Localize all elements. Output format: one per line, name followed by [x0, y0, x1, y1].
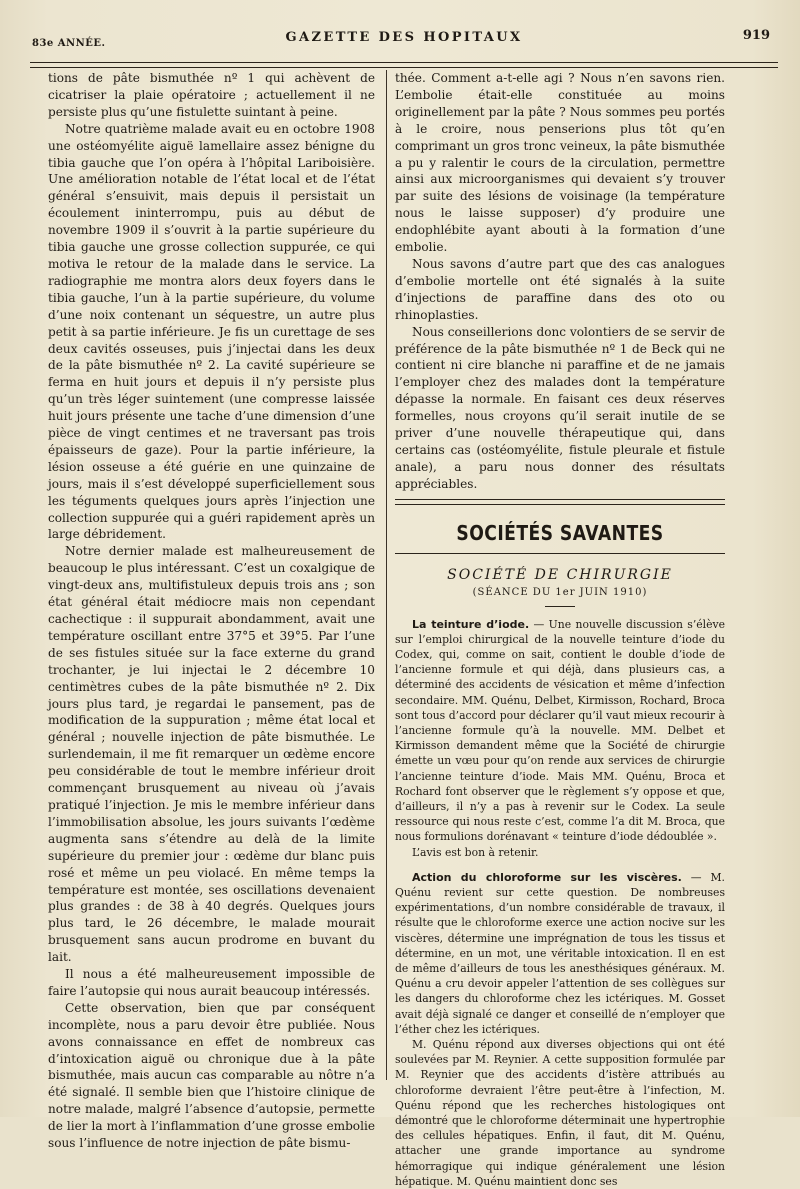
report-item: [395, 617, 725, 845]
society-title: SOCIÉTÉ DE CHIRURGIE: [447, 566, 673, 583]
paragraph: Nous savons d’autre part que des cas analogues d’embolie mortelle ont été signalés à la suite d’injections de paraffine dans des oto ou rhinoplasties.: [395, 256, 725, 322]
paragraph: Il nous a été malheureusement impossible de faire l’autopsie qui nous aurait beaucoup intéressés.: [48, 967, 375, 998]
report-note: L’avis est bon à retenir.: [412, 845, 539, 859]
paragraph: Cette observation, bien que par conséquent incomplète, nous a paru devoir être publiée. Nous avons connaissance en effet de nombreux cas d’intoxication aiguë ou chronique due à la pâte bismuthée, mais aucun cas comparable au nôtre n’a été signalé. Il semble bien que l’histoire clinique de notre malade, malgré l’absence d’autopsie, permette de lier la mort à l’inflammation d’une grosse embolie sous l’influence de notre injection de pâte bismu-: [48, 1000, 375, 1151]
item-heading: La teinture d’iode.: [412, 617, 530, 631]
section-rule: [395, 553, 725, 554]
issue-number: 83e ANNÉE.: [32, 38, 106, 49]
right-column: [395, 70, 725, 1189]
society-report: [395, 617, 725, 1189]
paragraph: Notre dernier malade est malheureusement de beaucoup le plus intéressant. C’est un coxalgique de vingt-deux ans, multifistuleux depuis trois ans ; son état général était médiocre mais non cependant cachectique : il suppurait abondamment, avait une température oscillant entre 37°5 et 39°5. Par l’une de ses fistules située sur la face externe du grand trochanter, je lui injectai le 2 décembre 10 centimètres cubes de la pâte bismuthée nº 2. Dix jours plus tard, je regardai le pansement, pas de modification de la suppuration ; même état local et général ; nouvelle injection de pâte bismuthée. Le surlendemain, il me fit remarquer un œdème encore peu considérable de tout le membre inférieur droit commençant brusquement au niveau où j’avais pratiqué l’injection. Je mis le membre inférieur dans l’immobilisation absolue, les jours suivants l’œdème augmenta sans s’étendre au delà de la limite supérieure du premier jour : œdème dur blanc puis rosé et même un peu violacé. En même temps la température est montée, ses oscillations devenaient plus grandes : de 38 à 40 degrés. Quelques jours plus tard, le 26 décembre, le malade mourait brusquement sans aucun prodrome en buvant du lait.: [48, 544, 375, 965]
item-heading: Action du chloroforme sur les viscères.: [412, 870, 682, 884]
session-date: (SÉANCE DU 1er JUIN 1910): [472, 586, 648, 598]
item-text: — Une nouvelle discussion s’élève sur l’emploi chirurgical de la nouvelle teinture d’iode du Codex, qui, comme on sait, contient le double d’iode de l’ancienne formule et qui déjà, dans plusieurs cas, a déterminé des accidents de vésication et même d’infection secondaire. MM. Quénu, Delbet, Kirmisson, Rochard, Broca sont tous d’accord pour déclarer qu’il vaut mieux recourir à l’ancienne formule qu’à la nouvelle. MM. Delbet et Kirmisson demandent même que la Société de chirurgie émette un vœu pour qu’on rende aux services de chirurgie l’ancienne teinture d’iode. Mais MM. Quénu, Broca et Rochard font observer que le règlement s’y oppose et que, d’ailleurs, il n’y a pas à revenir sur le Codex. La seule ressource qui nous reste c’est, comme l’a dit M. Broca, que nous formulions dorénavant « teinture d’iode dédoublée ».: [395, 617, 726, 844]
journal-title: GAZETTE DES HOPITAUX: [285, 30, 523, 45]
report-item: [395, 870, 725, 1037]
paragraph: Nous conseillerions donc volontiers de se servir de préférence de la pâte bismuthée nº 1 de Beck qui ne contient ni cire blanche ni paraffine et de ne jamais l’employer chez des malades dont la température dépasse la normale. En faisant ces deux réserves formelles, nous croyons qu’il serait inutile de se priver d’une nouvelle thérapeutique qui, dans certains cas (ostéomyélite, fistule pleurale et fistule anale), a paru nous donner des résultats appréciables.: [395, 324, 725, 491]
paragraph: tions de pâte bismuthée nº 1 qui achèvent de cicatriser la plaie opératoire ; actuellement il ne persiste plus qu’une fistulette suintant à peine.: [48, 71, 375, 119]
page-header: [30, 24, 778, 54]
column-divider: [386, 70, 387, 1080]
section-title: SOCIÉTÉS SAVANTES: [456, 520, 664, 545]
page-number: 919: [742, 28, 770, 43]
item-text: — M. Quénu revient sur cette question. De nombreuses expérimentations, d’un nombre considérable de travaux, il résulte que le chloroforme exerce une action nocive sur les viscères, détermine une imprégnation de tous les tissus et détermine, en un mot, une véritable intoxication. Il en est de même d’ailleurs de tous les anesthésiques généraux. M. Quénu a cru devoir appeler l’attention de ses collègues sur les dangers du chloroforme chez les ictériques. M. Gosset avait déjà signalé ce danger et conseillé de n’employer que l’éther chez les ictériques.: [395, 870, 725, 1036]
article-end-rule: [395, 499, 725, 505]
header-rule: [30, 62, 778, 68]
paragraph: thée. Comment a-t-elle agi ? Nous n’en savons rien. L’embolie était-elle constituée au moins originellement par la pâte ? Nous sommes peu portés à le croire, nous penserions plus tôt qu’en comprimant un gros tronc veineux, la pâte bismuthée a pu y ralentir le cours de la circulation, permettre ainsi aux microorganismes qui devaient s’y trouver par suite des lésions de voisinage (la température nous le laisse supposer) d’y produire une endophlébite ayant abouti à la formation d’une embolie.: [395, 71, 725, 255]
paragraph: Notre quatrième malade avait eu en octobre 1908 une ostéomyélite aiguë lamellaire assez bénigne du tibia gauche que l’on opéra à l’hôpital Lariboisière. Une amélioration notable de l’état local et de l’état général s’ensuivit, mais depuis il persistait un écoulement ininterrompu, puis au début de novembre 1909 il s’ouvrit à la partie supérieure du tibia gauche une grosse collection suppurée, ce qui motiva le retour de la malade dans le service. La radiographie me montra alors deux foyers dans le tibia gauche, l’un à la partie supérieure, du volume d’une noix contenant un séquestre, un autre plus petit à sa partie inférieure. Je fis un curettage de ses deux cavités osseuses, puis j’injectai dans les deux de la pâte bismuthée nº 2. La cavité supérieure se ferma en huit jours et depuis il n’y persiste plus qu’un très léger suintement (une compresse laissée huit jours présente une tache d’une dimension d’une pièce de vingt centimes et ne traversant pas trois épaisseurs de gaze). Pour la partie inférieure, la lésion osseuse a été guérie en une quinzaine de jours, mais il s’est développé superficiellement sous les téguments quelques jours après l’injection une collection suppurée qui a guéri rapidement après un large débridement.: [48, 121, 375, 542]
short-rule: [545, 606, 575, 607]
left-column: [48, 70, 375, 1152]
report-note: M. Quénu répond aux diverses objections qui ont été soulevées par M. Reynier. A cette supposition formulée par M. Reynier que des accidents d’istère attribués au chloroforme devraient l’être peut-être à l’infection, M. Quénu répond que les recherches histologiques ont démontré que le chloroforme déterminait une hypertrophie des cellules hépatiques. Enfin, il faut, dit M. Quénu, attacher une grande importance au syndrome hémorragique qui indique généralement une lésion hépatique. M. Quénu maintient donc ses: [395, 1038, 725, 1188]
